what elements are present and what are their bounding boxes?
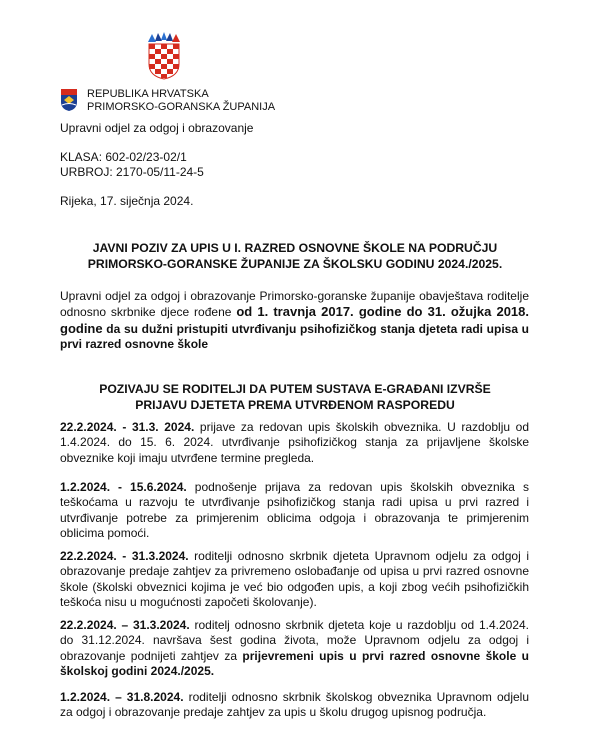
subtitle-line-1: POZIVAJU SE RODITELJI DA PUTEM SUSTAVA E-GRAĐANI IZVRŠE (99, 382, 491, 396)
document-title (60, 240, 530, 272)
county-name: PRIMORSKO-GORANSKA ŽUPANIJA (87, 101, 276, 113)
department-name: Upravni odjel za odgoj i obrazovanje (60, 121, 254, 135)
item-bold-end: prijevremeni upis u prvi razred osnovne škole u školskoj godini 2024./2025. (60, 648, 529, 679)
county-crest-icon (60, 88, 78, 112)
republic-name: REPUBLIKA HRVATSKA (87, 88, 209, 100)
item-text: roditelji odnosno skrbnik školskog obveznika Upravnom odjelu za odgoj i obrazovanje predaje zahtjev za upis u školu drugog upisnog područja. (60, 690, 529, 720)
subtitle-line-2: PRIJAVU DJETETA PREMA UTVRĐENOM RASPOREDU (135, 398, 455, 412)
title-line-1: JAVNI POZIV ZA UPIS U I. RAZRED OSNOVNE ŠKOLE NA PODRUČJU (92, 241, 498, 255)
item-date: 1.2.2024. – 31.8.2024. (60, 690, 184, 704)
item-date: 22.2.2024. – 31.3.2024. (60, 618, 190, 632)
intro-text: Upravni odjel za odgoj i obrazovanje Primorsko-goranske županije obavještava roditelje odnosno skrbnike djece rođene (60, 289, 529, 320)
place-date: Rijeka, 17. siječnja 2024. (60, 194, 194, 208)
item-text: podnošenje prijava za redovan upis školskih obveznika s teškoćama u razvoju te utvrđivanje psihofizičkog stanja radi upisa u prvi razred i utvrđivanje potrebe za primjerenim oblicima odgoja i obrazovanja te primjerenim oblicima pomoći. (60, 480, 529, 541)
schedule-item (60, 420, 529, 466)
intro-obligation: da su dužni pristupiti utvrđivanju psihofizičkog stanja djeteta radi upisa u prvi razred osnovne škole (60, 321, 529, 352)
item-text: prijave za redovan upis školskih obveznika. U razdoblju od 1.4.2024. do 15. 6. 2024. utvrđivanje psihofizičkog stanja za prijavljene školske obveznike koji imaju utvrđene termine pregleda. (60, 420, 530, 465)
item-text: roditelj odnosno skrbnik djeteta koje u razdoblju od 1.4.2024. do 31.12.2024. (60, 618, 530, 648)
schedule-item (60, 549, 529, 611)
schedule-item (60, 690, 529, 721)
item-text-2: navršava šest godina života, može Upravnom odjelu za odgoj i obrazovanje podnijeti zahtjev za (60, 633, 529, 663)
item-date: 22.2.2024. - 31.3. 2024. (60, 420, 195, 434)
letterhead (60, 84, 360, 112)
croatian-coat-of-arms-icon (146, 32, 182, 80)
schedule-item (60, 618, 529, 680)
intro-paragraph (60, 289, 529, 353)
schedule-item (60, 480, 529, 542)
urbroj-number: URBROJ: 2170-05/11-24-5 (60, 165, 204, 179)
item-date: 22.2.2024. - 31.3.2024. (60, 549, 189, 563)
intro-date-range: od 1. travnja 2017. godine do 31. ožujka 2018. godine (60, 304, 530, 336)
section-subtitle (60, 381, 530, 413)
title-line-2: PRIMORSKO-GORANSKE ŽUPANIJE ZA ŠKOLSKU GODINU 2024./2025. (87, 257, 503, 271)
item-date: 1.2.2024. - 15.6.2024. (60, 480, 187, 494)
klasa-number: KLASA: 602-02/23-02/1 (60, 150, 187, 164)
item-text: roditelji odnosno skrbnik djeteta Upravnom odjelu za odgoj i obrazovanje predaje zahtjev za privremeno oslobađanje od upisa u prvi razred osnovne škole (školski obveznici kojima je već bio odgođen upis, a koji zbog većih psihofizičkih teškoća nisu u mogućnosti započeti školovanje). (60, 549, 529, 610)
